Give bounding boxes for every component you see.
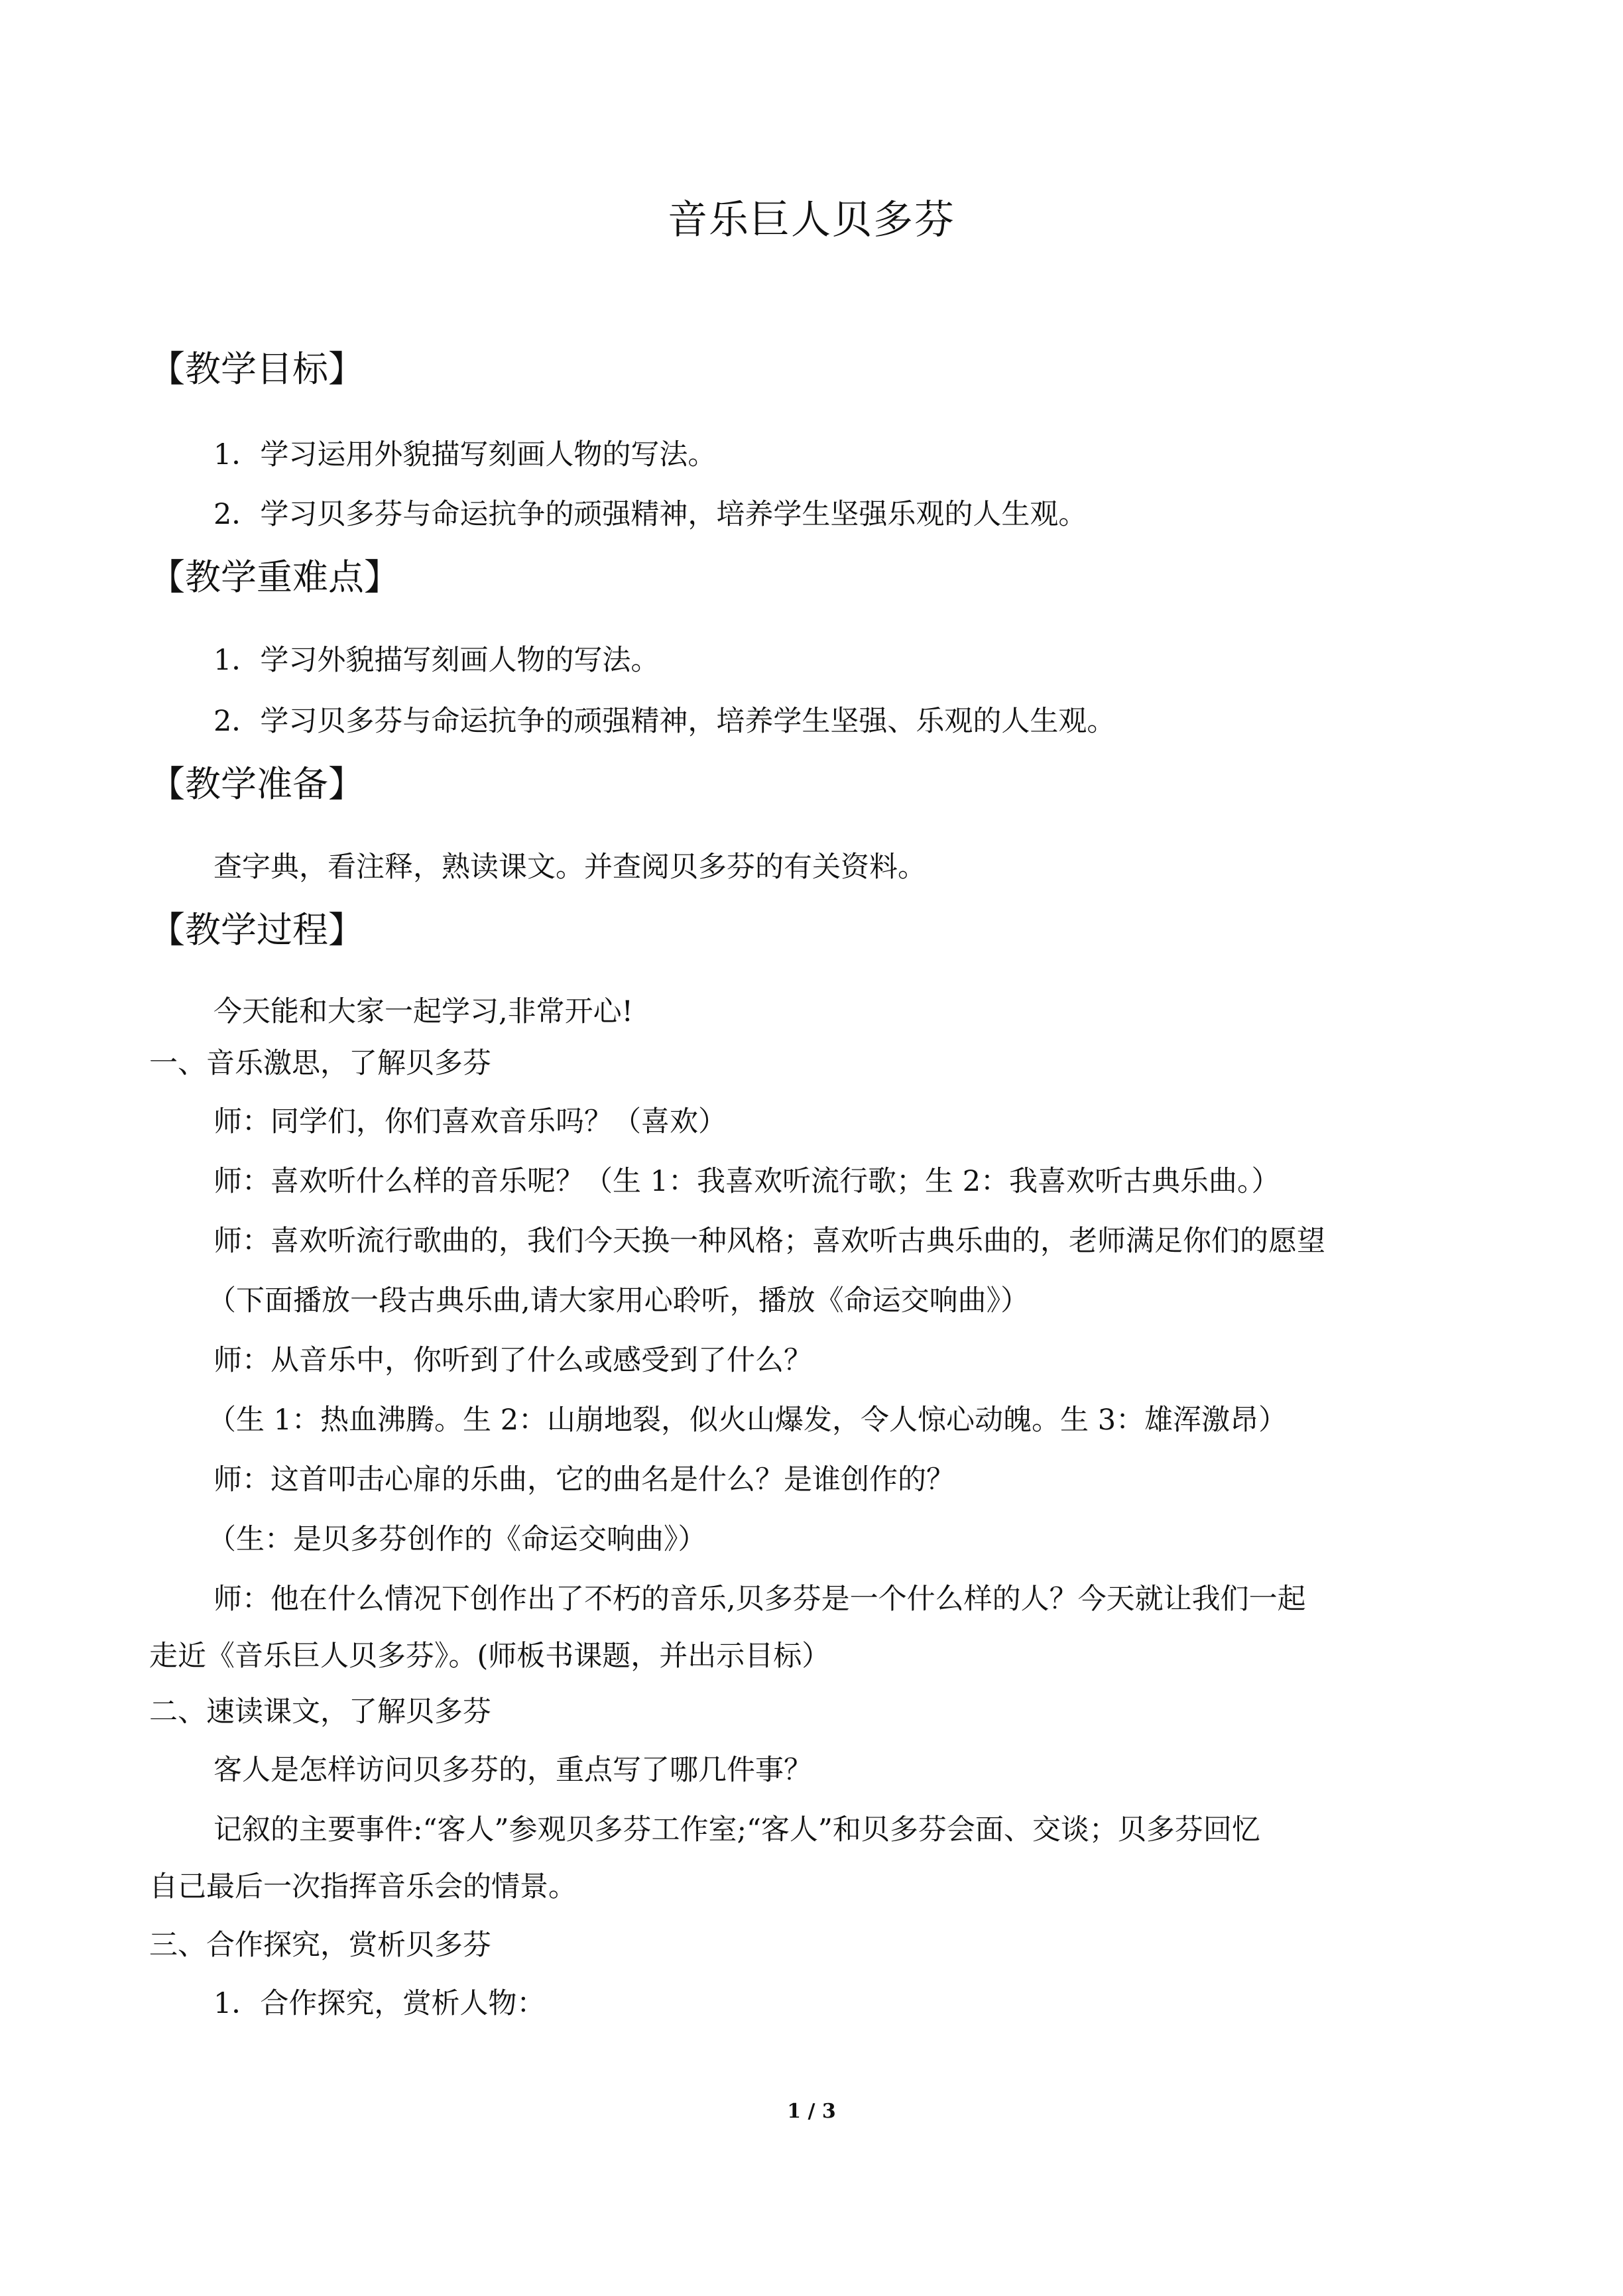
process-line: 记叙的主要事件:“客人”参观贝多芬工作室;“客人”和贝多芬会面、交谈；贝多芬回忆 [213, 1813, 1260, 1846]
key-point-item: 1．学习外貌描写刻画人物的写法。 [213, 644, 660, 677]
section-heading-key-points: 【教学重难点】 [149, 556, 400, 598]
process-line: （下面播放一段古典乐曲,请大家用心聆听，播放《命运交响曲》） [208, 1284, 1030, 1317]
preparation-text: 查字典，看注释，熟读课文。并查阅贝多芬的有关资料。 [213, 851, 926, 884]
process-line: （生：是贝多芬创作的《命运交响曲》） [208, 1523, 707, 1556]
process-line: 师：同学们，你们喜欢音乐吗？（喜欢） [213, 1105, 727, 1138]
section-heading-preparation: 【教学准备】 [149, 763, 364, 805]
process-line: 今天能和大家一起学习,非常开心! [213, 995, 633, 1028]
process-line: 师：从音乐中，你听到了什么或感受到了什么？ [213, 1344, 812, 1377]
process-line: 自己最后一次指挥音乐会的情景。 [149, 1870, 577, 1903]
process-subheading: 三、合作探究，赏析贝多芬 [149, 1929, 491, 1962]
process-line: （生 1：热血沸腾。生 2：山崩地裂，似火山爆发，令人惊心动魄。生 3：雄浑激昂） [208, 1404, 1288, 1437]
process-line: 师：这首叩击心扉的乐曲，它的曲名是什么？是谁创作的？ [213, 1463, 955, 1496]
process-line: 师：喜欢听什么样的音乐呢？（生 1：我喜欢听流行歌；生 2：我喜欢听古典乐曲。） [213, 1165, 1280, 1198]
page-number: 1 / 3 [787, 2100, 836, 2123]
process-line: 客人是怎样访问贝多芬的，重点写了哪几件事？ [213, 1754, 812, 1787]
process-subheading: 一、音乐激思，了解贝多芬 [149, 1047, 491, 1080]
process-line: 走近《音乐巨人贝多芬》。(师板书课题，并出示目标） [149, 1640, 831, 1673]
process-line: 师：喜欢听流行歌曲的，我们今天换一种风格；喜欢听古典乐曲的，老师满足你们的愿望 [213, 1225, 1325, 1258]
key-point-item: 2．学习贝多芬与命运抗争的顽强精神，培养学生坚强、乐观的人生观。 [213, 705, 1116, 738]
section-heading-process: 【教学过程】 [149, 909, 364, 951]
process-line: 1．合作探究，赏析人物： [213, 1987, 546, 2020]
process-subheading: 二、速读课文，了解贝多芬 [149, 1695, 491, 1728]
section-heading-objectives: 【教学目标】 [149, 348, 364, 390]
objective-item: 1．学习运用外貌描写刻画人物的写法。 [213, 438, 717, 471]
objective-item: 2．学习贝多芬与命运抗争的顽强精神，培养学生坚强乐观的人生观。 [213, 498, 1087, 531]
document-title: 音乐巨人贝多芬 [668, 197, 955, 243]
process-line: 师：他在什么情况下创作出了不朽的音乐,贝多芬是一个什么样的人？今天就让我们一起 [213, 1583, 1306, 1616]
